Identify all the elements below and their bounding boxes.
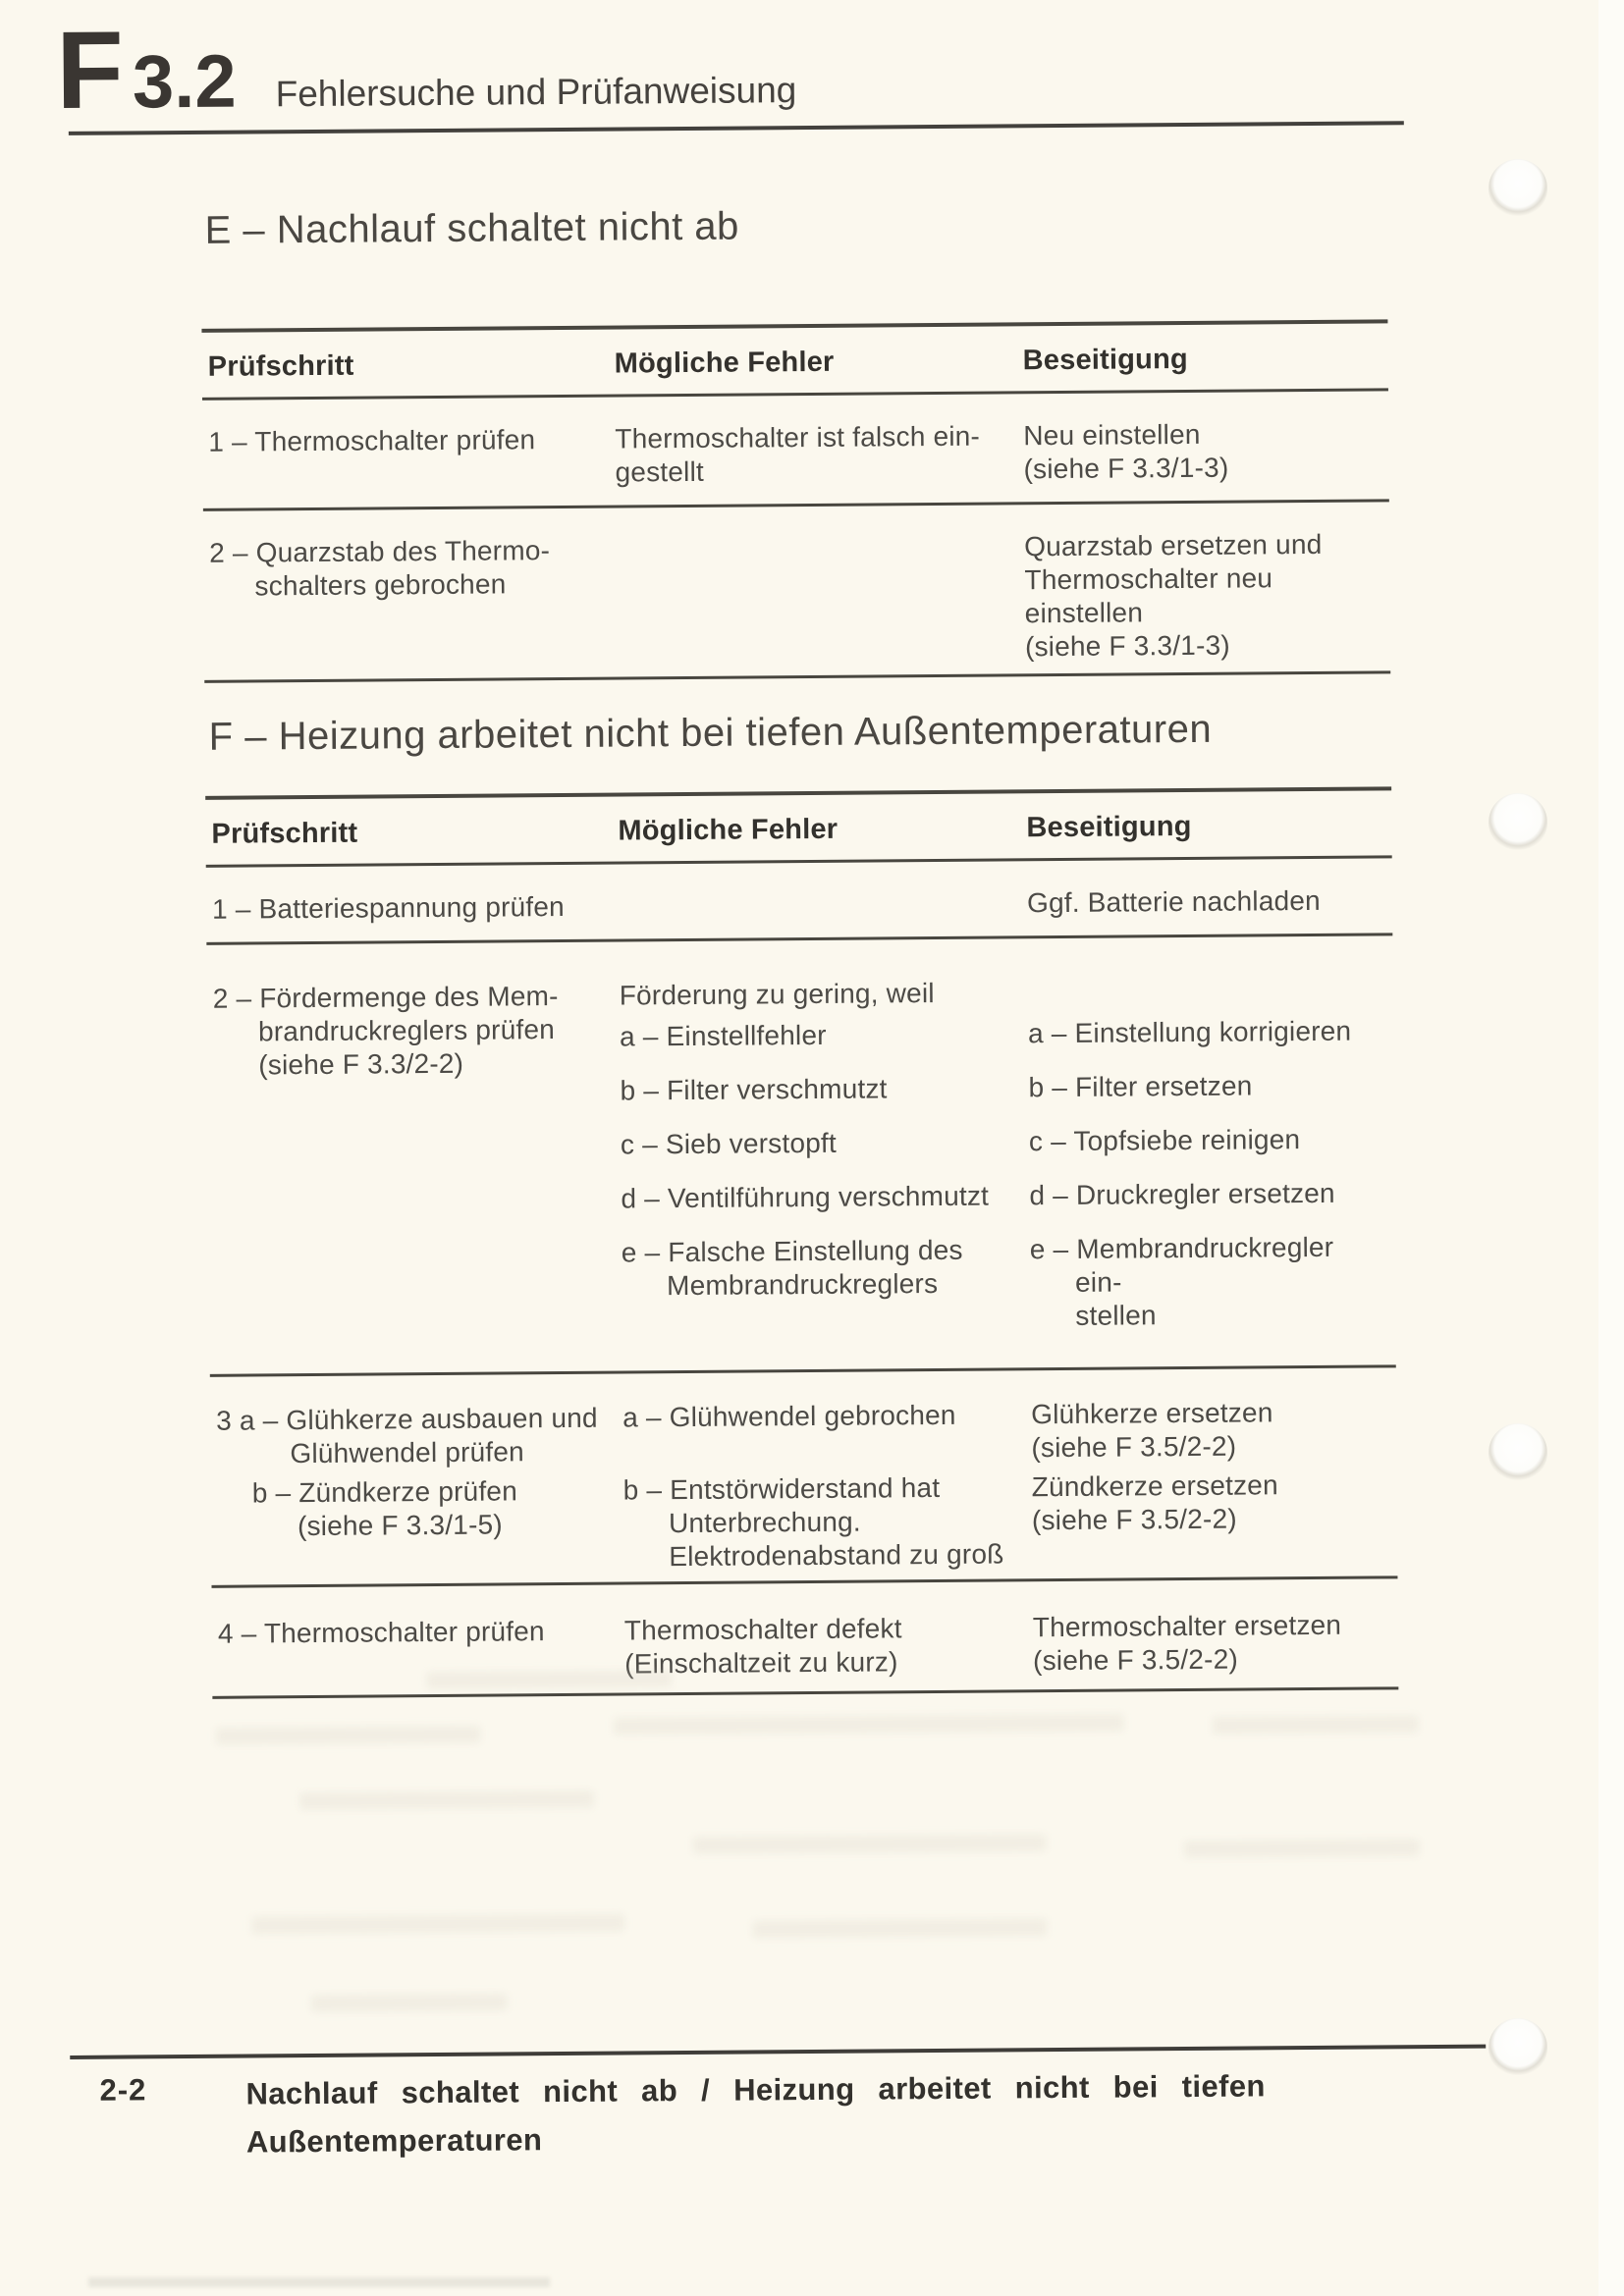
scan-edge-highlight [1598,0,1624,2296]
section-e-heading: E – Nachlauf schaltet nicht ab [204,204,739,252]
fault-item: d – Ventilführung verschmutzt [621,1180,990,1214]
fault-item: b – Filter verschmutzt [620,1073,888,1106]
fault-text: b – Entstörwiderstand hat Unterbrechung. Elektrodenabstand zu groß [623,1471,1004,1573]
table-row [206,858,1393,941]
table-row [212,1578,1399,1695]
fault-text: Thermoschalter defekt (Einschaltzeit zu kurz) [623,1613,902,1680]
punch-hole [1489,1423,1547,1482]
column-header-pruefschritt: Prüfschritt [207,349,354,383]
bleed-through-ghosting [299,1790,594,1810]
footer-title: Nachlauf schaltet nicht ab / Heizung arbeitet nicht bei tiefen Außentemperaturen [245,2068,1266,2160]
remedy-text: Zündkerze ersetzen (siehe F 3.5/2-2) [1031,1469,1278,1536]
troubleshooting-table-f [205,786,1398,1698]
remedy-item: b – Filter ersetzen [1028,1070,1253,1103]
table-row [211,1462,1398,1584]
alignment-spacer [1028,974,1370,1018]
step-text: 3 a – Glühkerze ausbauen und Glühwendel prüfen [216,1402,598,1469]
remedy-text: Neu einstellen (siehe F 3.3/1-3) [1023,418,1229,485]
fault-item: c – Sieb verstopft [620,1127,838,1160]
fault-text [619,886,1003,889]
bleed-through-ghosting [216,1726,481,1745]
bleed-through-ghosting [251,1914,624,1935]
punch-hole [1489,793,1547,852]
step-text: 2 – Fördermenge des Mem- brandruckreglers prüfen (siehe F 3.3/2-2) [212,981,559,1081]
table-header-row [205,790,1391,864]
section-code-number: 3.2 [132,39,237,125]
step-text: 4 – Thermoschalter prüfen [217,1616,545,1649]
step-text: 1 – Batteriespannung prüfen [211,890,565,925]
bleed-through-ghosting [752,1918,1047,1938]
bleed-through-ghosting [693,1834,1047,1854]
page-header [55,8,797,133]
fault-text: a – Glühwendel gebrochen [623,1399,956,1433]
remedy-item: e – Membrandruckregler ein- stellen [1029,1231,1334,1331]
punch-hole [1489,2018,1547,2077]
bleed-through-ghosting [311,1993,508,2012]
remedy-item: a – Einstellung korrigieren [1027,1015,1352,1049]
fault-item: e – Falsche Einstellung des Membrandruckreglers [621,1234,963,1302]
table-row [210,1367,1397,1470]
punch-hole [1489,159,1547,218]
remedy-text: Ggf. Batterie nachladen [1026,884,1321,919]
bleed-through-ghosting [1184,1839,1420,1858]
column-header-moegliche-fehler: Mögliche Fehler [618,813,839,847]
section-code-letter: F [55,8,126,133]
table-row [206,935,1395,1373]
column-header-moegliche-fehler: Mögliche Fehler [614,346,835,380]
remedy-text: Thermoschalter ersetzen (siehe F 3.5/2-2) [1032,1609,1342,1677]
page-number: 2-2 [99,2072,147,2108]
fault-intro-text: Förderung zu gering, weil [619,978,935,1011]
bleed-through-ghosting [614,1714,1124,1735]
column-header-beseitigung: Beseitigung [1026,810,1192,844]
scan-edge-shadow [88,2277,550,2287]
bleed-through-ghosting [426,1670,672,1689]
remedy-item: c – Topfsiebe reinigen [1028,1124,1301,1157]
fault-text: Thermoschalter ist falsch ein- gestellt [615,420,981,488]
section-f-heading: F – Heizung arbeitet nicht bei tiefen Außentemperaturen [208,707,1213,759]
step-text: 2 – Quarzstab des Thermo- schalters gebrochen [209,535,551,602]
table-header-row [201,323,1387,397]
step-text: 1 – Thermoschalter prüfen [208,424,536,457]
fault-item: a – Einstellfehler [619,1019,827,1052]
column-header-pruefschritt: Prüfschritt [211,817,358,850]
table-row [202,391,1389,507]
troubleshooting-table-e [201,319,1390,682]
bleed-through-ghosting [1213,1715,1419,1735]
step-text: b – Zündkerze prüfen (siehe F 3.3/1-5) [251,1475,518,1542]
footer-rule [70,2045,1486,2059]
remedy-text: Glühkerze ersetzen (siehe F 3.5/2-2) [1031,1397,1273,1464]
chapter-title: Fehlersuche und Prüfanweisung [275,70,797,115]
remedy-text: Quarzstab ersetzen und Thermoschalter neu einstellen (siehe F 3.3/1-3) [1024,528,1323,663]
fault-text [616,530,1001,533]
remedy-item: d – Druckregler ersetzen [1029,1177,1335,1211]
table-row [203,502,1390,679]
column-header-beseitigung: Beseitigung [1022,343,1188,377]
